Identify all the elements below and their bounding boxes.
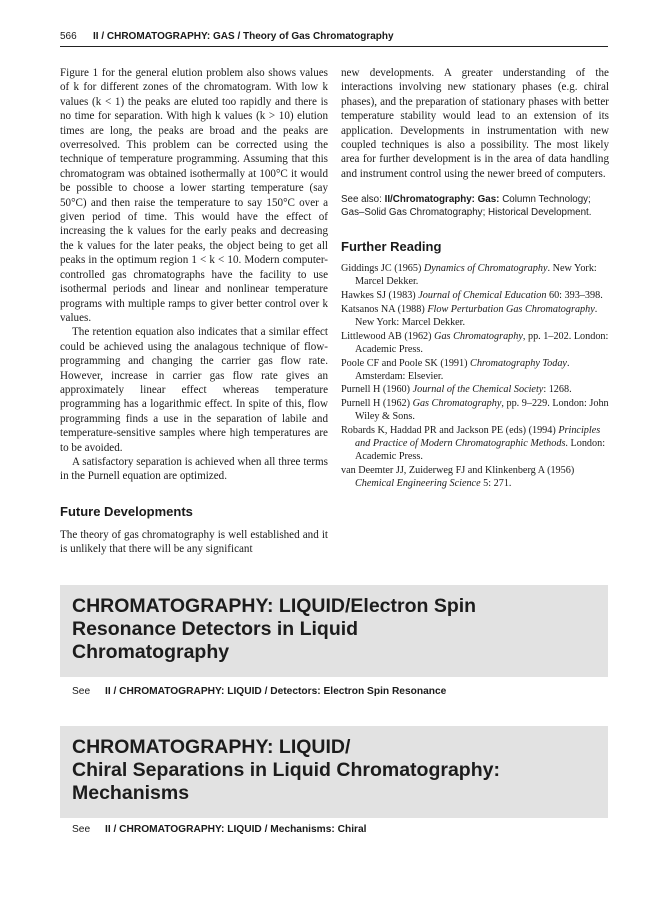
entry-electron-spin-see — [72, 686, 446, 697]
paragraph-purnell: A satisfactory separation is achieved when all three terms in the Purnell equation are optimized. — [60, 455, 328, 483]
page-number: 566 — [60, 31, 77, 42]
page-header — [60, 28, 608, 47]
reference-item: Poole CF and Poole SK (1991) Chromatography Today. Amsterdam: Elsevier. — [341, 357, 570, 382]
entry-electron-spin-banner — [60, 585, 608, 677]
see-target-link[interactable]: II / CHROMATOGRAPHY: LIQUID / Detectors: Electron Spin Resonance — [104, 686, 447, 697]
paragraph-flow-programming: The retention equation also indicates that a similar effect could be achieved using the analagous technique of flow-programming and changing the carrier gas flow rate. However, increase in carrier gas flow rate gives an approximately linear effect whereas temperature programming has a logarithmic effect. In spite of this, flow programming finds a use in the separation of labile and temperature-sensitive samples where high temperatures are to be avoided. — [60, 326, 328, 454]
see-label: See — [72, 824, 91, 835]
reference-item: Giddings JC (1965) Dynamics of Chromatography. New York: Marcel Dekker. — [341, 263, 597, 288]
entry-chiral-banner — [60, 726, 608, 818]
future-developments-continuation: new developments. A greater understanding of the interactions involving new stationary phases (e.g. chiral phases), and the preparation of stationary phases with better temperature stability would lead to an extension of its application. Developments in instrumentation with new coupled techniques is also a possibility. The most likely area for further development is in the area of data handling and instrument control using the newer breed of computers. — [341, 67, 609, 180]
paragraph-temperature-programming: Figure 1 for the general elution problem also shows values of k for different zones of the chromatogram. With low k values (k < 1) the peaks are eluted too rapidly and there is no time for separation. With high k values (k > 10) elution times are long, the peaks are broad and the peaks are overresolved. This problem can be corrected using the technique of temperature programming. Assuming that this chromatogram was obtained isothermally at 100°C it would be possible to choose a lower starting temperature (say 50°C) and then raise the temperature to say 150°C over a given period of time. This would have the effect of increasing the k values for the early peaks and decreasing the k values for the later peaks, the object being to get all peaks in the optimum region 1 < k < 10. Modern computer-controlled gas chromatographs have the facility to use isothermal periods and linear and nonlinear temperature programs with multiple ramps to giver better control over k values. — [60, 67, 328, 324]
reference-item: Katsanos NA (1988) Flow Perturbation Gas Chromatography. New York: Marcel Dekker. — [341, 303, 598, 328]
future-developments-heading: Future Developments — [60, 503, 193, 519]
reference-item: Robards K, Haddad PR and Jackson PE (eds) (1994) Principles and Practice of Modern Chromatographic Methods. London: Academic Press. — [341, 425, 606, 462]
see-also-topics[interactable]: Column Technology; Gas–Solid Gas Chromatography; Historical Development. — [341, 194, 592, 219]
running-title: II / CHROMATOGRAPHY: GAS / Theory of Gas Chromatography — [93, 31, 394, 42]
see-also-label: See also: — [341, 194, 382, 206]
reference-list — [341, 263, 609, 490]
reference-item: Littlewood AB (1962) Gas Chromatography, pp. 1–202. London: Academic Press. — [341, 330, 609, 355]
entry-chiral-see — [72, 824, 367, 835]
right-column — [341, 66, 609, 492]
entry-chiral-title: CHROMATOGRAPHY: LIQUID/ Chiral Separations in Liquid Chromatography: Mechanisms — [72, 736, 500, 804]
reference-item: van Deemter JJ, Zuiderweg FJ and Klinkenberg A (1956) Chemical Engineering Science 5: 271. — [341, 464, 575, 489]
see-also-link[interactable]: II/Chromatography: Gas: — [384, 194, 500, 206]
see-label: See — [72, 686, 91, 697]
entry-electron-spin-title: CHROMATOGRAPHY: LIQUID/Electron Spin Resonance Detectors in Liquid Chromatography — [72, 595, 477, 663]
reference-item: Purnell H (1962) Gas Chromatography, pp. 9–229. London: John Wiley & Sons. — [341, 398, 609, 423]
left-column — [60, 66, 328, 557]
further-reading-heading: Further Reading — [341, 239, 442, 255]
see-also — [341, 193, 609, 219]
reference-item: Hawkes SJ (1983) Journal of Chemical Education 60: 393–398. — [341, 290, 603, 302]
see-target-link[interactable]: II / CHROMATOGRAPHY: LIQUID / Mechanisms: Chiral — [104, 824, 367, 835]
reference-item: Purnell H (1960) Journal of the Chemical Society: 1268. — [341, 384, 572, 396]
future-developments-text: The theory of gas chromatography is well established and it is unlikely that there will be any significant — [60, 528, 328, 556]
